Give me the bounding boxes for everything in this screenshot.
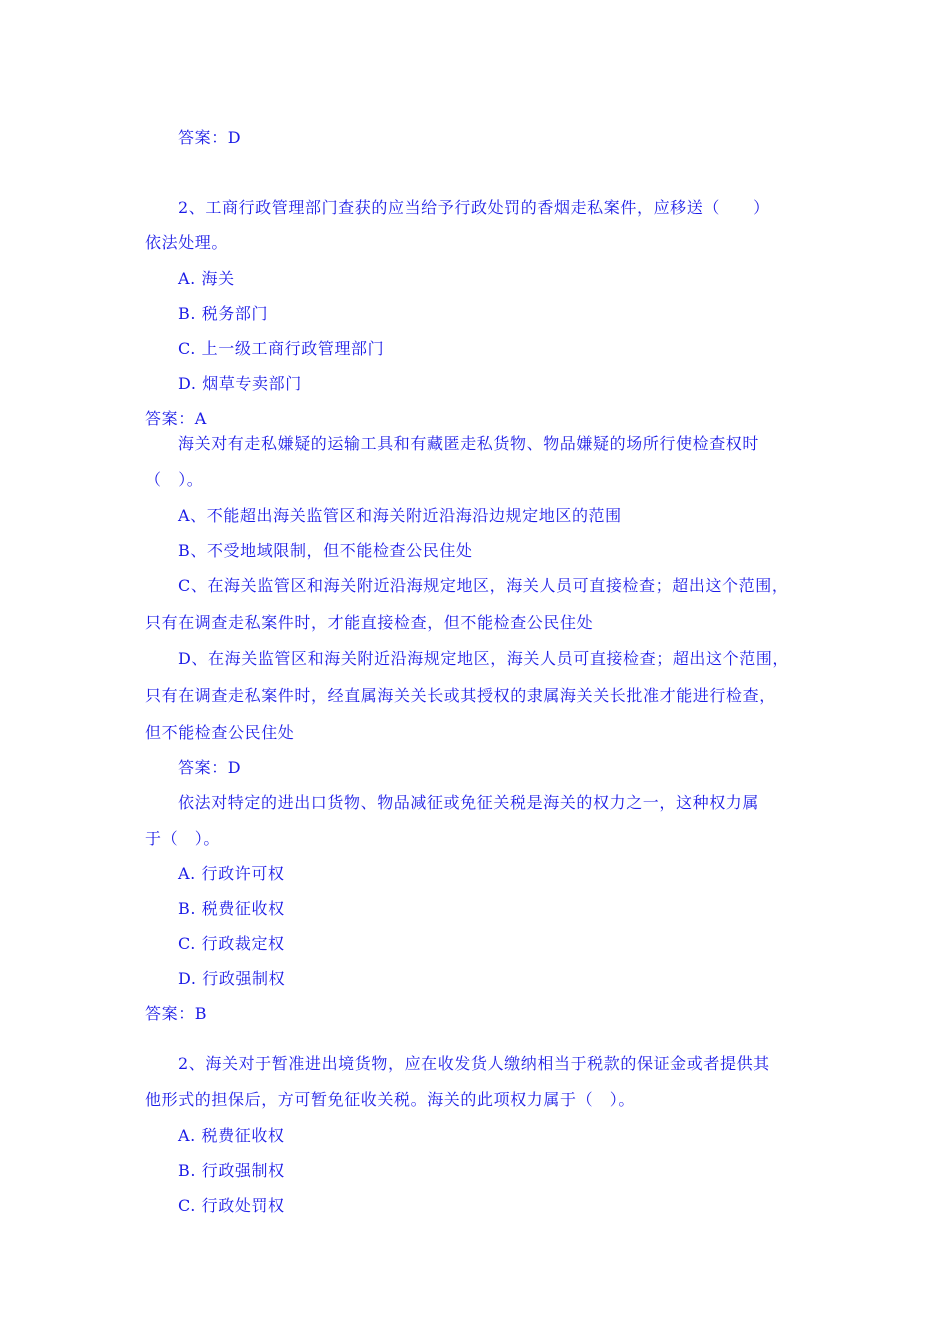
answer-line: 答案：A [145,409,207,428]
option-a: A、不能超出海关监管区和海关附近沿海沿边规定地区的范围 [178,506,622,525]
option-c-continued: 只有在调查走私案件时，才能直接检查，但不能检查公民住处 [145,613,594,632]
option-b: B. 税费征收权 [178,899,285,918]
answer-line: 答案：D [178,758,242,777]
option-b: B. 行政强制权 [178,1161,285,1180]
option-c: C. 上一级工商行政管理部门 [178,339,385,358]
question-text-continued: 于（ ）。 [145,829,221,848]
option-a: A. 行政许可权 [178,864,285,883]
question-text-continued: （ ）。 [145,470,204,489]
option-a: A. 海关 [178,269,235,288]
question-text-continued: 依法处理。 [145,233,229,252]
option-a: A. 税费征收权 [178,1126,285,1145]
question-text: 依法对特定的进出口货物、物品减征或免征关税是海关的权力之一，这种权力属 [178,793,760,812]
option-d-continued: 但不能检查公民住处 [145,723,295,742]
option-c: C. 行政裁定权 [178,934,285,953]
question-text: 2、工商行政管理部门查获的应当给予行政处罚的香烟走私案件，应移送（ ） [178,198,770,217]
question-text-continued: 他形式的担保后，方可暂免征收关税。海关的此项权力属于（ ）。 [145,1090,636,1109]
answer-line: 答案：B [145,1004,208,1023]
option-b: B、不受地域限制，但不能检查公民住处 [178,541,473,560]
option-d: D. 烟草专卖部门 [178,374,302,393]
question-text: 海关对有走私嫌疑的运输工具和有藏匿走私货物、物品嫌疑的场所行使检查权时 [178,434,760,453]
answer-line: 答案：D [178,128,242,147]
option-c: C、在海关监管区和海关附近沿海规定地区，海关人员可直接检查；超出这个范围， [178,576,789,595]
option-d: D、在海关监管区和海关附近沿海规定地区，海关人员可直接检查；超出这个范围， [178,649,790,668]
option-d: D. 行政强制权 [178,969,286,988]
option-d-continued: 只有在调查走私案件时，经直属海关关长或其授权的隶属海关关长批准才能进行检查， [145,686,776,705]
option-c: C. 行政处罚权 [178,1196,285,1215]
option-b: B. 税务部门 [178,304,269,323]
question-text: 2、海关对于暂准进出境货物，应在收发货人缴纳相当于税款的保证金或者提供其 [178,1054,770,1073]
